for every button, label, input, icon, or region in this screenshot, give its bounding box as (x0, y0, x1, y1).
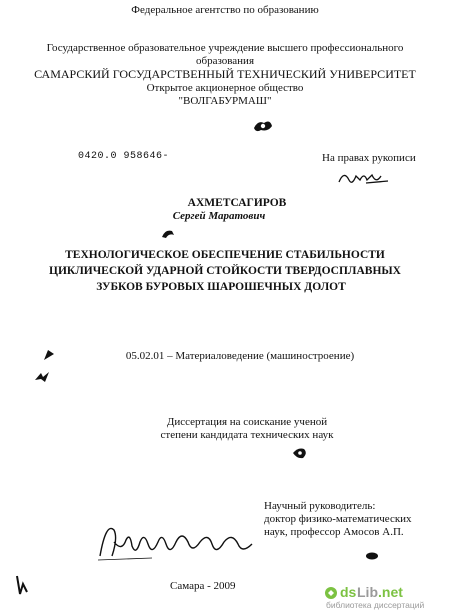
dslib-logo-icon (324, 586, 338, 600)
ink-mark-icon (160, 227, 176, 241)
watermark-lib: Lib (357, 584, 378, 600)
supervisor-name: наук, профессор Амосов А.П. (264, 526, 404, 538)
university-name: САМАРСКИЙ ГОСУДАРСТВЕННЫЙ ТЕХНИЧЕСКИЙ УНИВЕРСИТЕТ (34, 67, 416, 81)
supervisor-signature-icon (92, 512, 268, 568)
ink-blot-icon (291, 446, 309, 460)
company-type: Открытое акционерное общество (146, 82, 304, 94)
supervisor-role: Научный руководитель: (264, 500, 376, 512)
agency-line: Федеральное агентство по образованию (131, 4, 319, 16)
title-line-1: ТЕХНОЛОГИЧЕСКОЕ ОБЕСПЕЧЕНИЕ СТАБИЛЬНОСТИ (65, 249, 385, 261)
margin-mark-icon (14, 574, 30, 596)
degree-line-2: степени кандидата технических наук (160, 429, 334, 441)
registry-number: 0420.0 958646- (78, 151, 170, 162)
company-name: "ВОЛГАБУРМАШ" (178, 95, 272, 107)
dslib-watermark (324, 584, 442, 610)
city-year: Самара - 2009 (170, 580, 236, 592)
rights-note: На правах рукописи (322, 152, 416, 164)
watermark-net: .net (378, 584, 403, 600)
supervisor-degree: доктор физико-математических (264, 513, 412, 525)
title-line-3: ЗУБКОВ БУРОВЫХ ШАРОШЕЧНЫХ ДОЛОТ (96, 281, 346, 293)
institution-line-cont: образования (195, 55, 255, 67)
degree-line-1: Диссертация на соискание ученой (166, 416, 328, 428)
ink-blot-icon (252, 118, 274, 134)
watermark-ds: ds (340, 584, 357, 600)
margin-mark-icon (34, 370, 50, 384)
specialty: 05.02.01 – Материаловедение (машиностроение) (125, 350, 355, 362)
author-surname: АХМЕТСАГИРОВ (187, 197, 287, 209)
author-signature-icon (336, 166, 392, 188)
title-line-2: ЦИКЛИЧЕСКОЙ УДАРНОЙ СТОЙКОСТИ ТВЕРДОСПЛАВНЫХ (49, 265, 401, 277)
ink-mark-icon (364, 551, 380, 561)
institution-line: Государственное образовательное учреждение высшего профессионального (46, 42, 404, 54)
watermark-subtitle: библиотека диссертаций (326, 600, 425, 610)
author-name: Сергей Маратович (172, 210, 266, 222)
